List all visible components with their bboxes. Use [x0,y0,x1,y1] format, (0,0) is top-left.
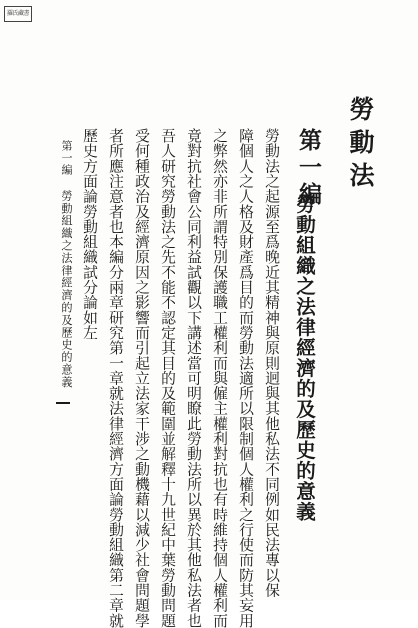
body-column-6: 受何種政治及經濟原因之影響而引起立法家干涉之動機藉以減少社會問題學 [133,128,150,628]
body-column-1: 勞動法之起源至爲晚近其精神與原則迥與其他私法不同例如民法專以保 [263,128,280,598]
body-column-8: 歷史方面論勞動組織試分論如左 [81,128,98,341]
body-column-2: 障個人之人格及財產爲目的而勞動法適所以限制個人權利之行使而防其妄用 [237,128,254,628]
chapter-number: 第一編 [295,128,322,209]
chapter-title: 勞動組織之法律經濟的及歷史的意義 [293,194,316,522]
book-title: 勞動法 [346,96,375,195]
library-stamp: 羅氏藏書 [4,6,32,22]
body-column-5: 吾人研究勞動法之先不能不認定其目的及範圍並解釋十九世紀中葉勞動問題 [159,128,176,628]
body-column-7: 者所應注意者也本編分兩章研究第一章就法律經濟方面論勞動組織第二章就 [107,128,124,628]
body-column-3: 之弊然亦非所謂特別保護職工權利而與僱主權利對抗也有時維持個人權利而 [211,128,228,628]
body-text [78,128,282,628]
page-number [56,402,70,404]
body-column-4: 竟對抗社會公同利益試觀以下講述當可明瞭此勞動法所以異於其他私法者也 [185,128,202,628]
running-header-title: 勞動組織之法律經濟的及歷史的意義 [60,190,73,389]
running-header-chapter: 第一編 [60,140,73,176]
